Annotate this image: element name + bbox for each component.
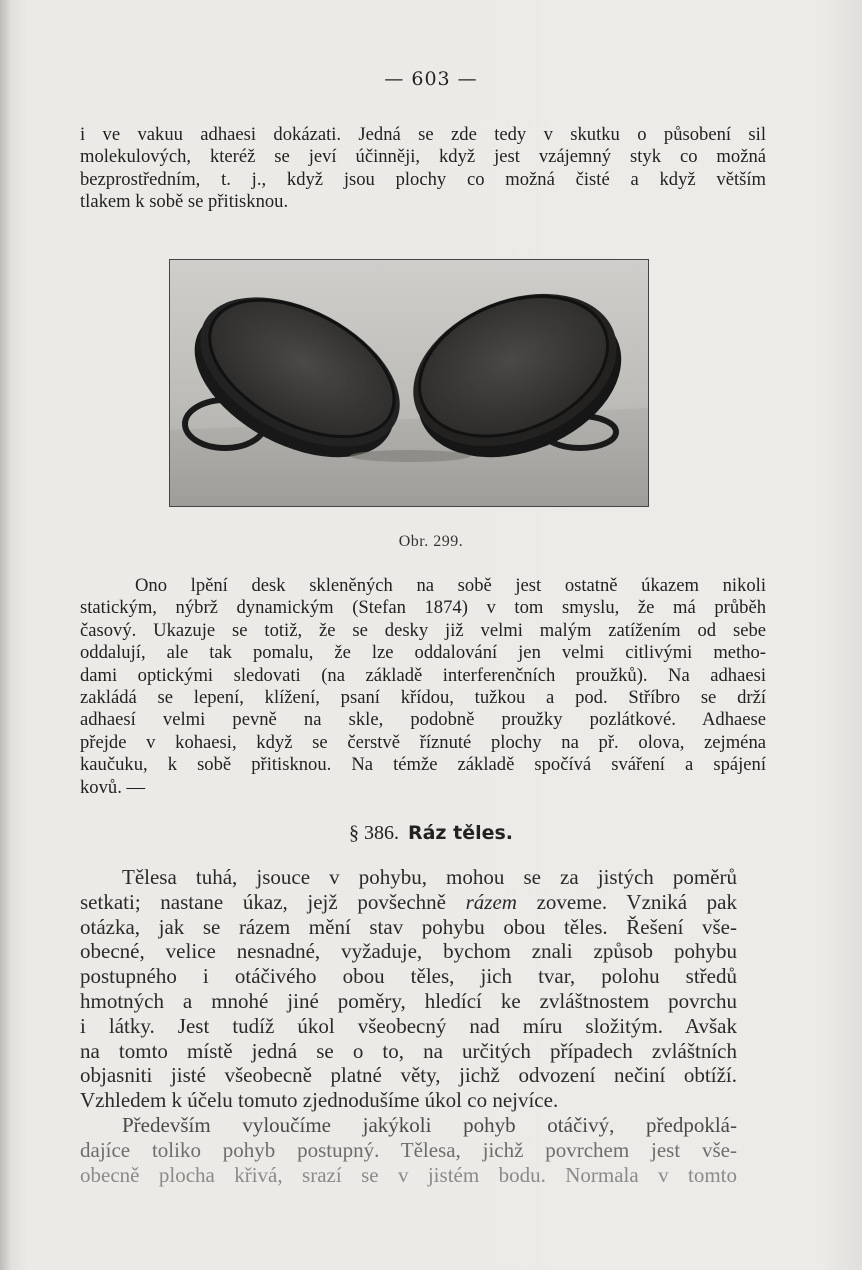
page-number: — 603 — [384, 68, 478, 90]
contact-shadow [350, 450, 470, 462]
text-line: otázka, jak se rázem mění stav pohybu obou těles. Řešení vše- [80, 914, 737, 939]
text-line: Tělesa tuhá, jsouce v pohybu, mohou se za jistých poměrů [122, 865, 737, 889]
figure-photo-adhesion-plates [169, 259, 649, 507]
text-line: bezprostředním, t. j., když jsou plochy co možná čisté a když větším [80, 168, 766, 190]
text-line: molekulových, kteréž se jeví účinněji, když jest vzájemný styk co možná [80, 146, 766, 168]
text-line: postupného i otáčivého obou těles, jich tvar, polohu středů [80, 964, 737, 989]
text-line: i látky. Jest tudíž úkol všeobecný nad míru složitým. Avšak [80, 1013, 737, 1038]
text-line: přejde v kohaesi, když se čerstvě říznuté plochy na př. olova, zejména [80, 731, 766, 753]
text-line: setkati; nastane úkaz, jejž povšechně rázem zoveme. Vzniká pak [80, 889, 737, 914]
plates-illustration [170, 260, 648, 506]
text-line: objasniti jisté všeobecně platné věty, jichž odvození nečiní obtíží. [80, 1063, 737, 1088]
text-line: na tomto místě jedná se o to, na určitých případech zvláštních [80, 1038, 737, 1063]
section-heading [0, 822, 862, 845]
text-line: statickým, nýbrž dynamickým (Stefan 1874) v tom smyslu, že má průběh [80, 597, 766, 619]
text-line: hmotných a mnohé jiné poměry, hledící ke zvláštnostem povrchu [80, 988, 737, 1013]
figure-caption: Obr. 299. [398, 533, 464, 550]
text-line: oddalují, ale tak pomalu, že lze oddalování jen velmi citlivými metho- [80, 642, 766, 664]
text-line: Vzhledem k účelu tomuto zjednodušíme úkol co nejvíce. [80, 1088, 559, 1113]
text-line: adhaesí velmi pevně na skle, podobně proužky pozlátkové. Adhaese [80, 709, 766, 731]
intro-paragraph [80, 124, 766, 214]
text-line: kaučuku, k sobě přitisknou. Na témže základě spočívá sváření a spájení [80, 754, 766, 776]
text-line: časový. Ukazuje se totiž, že se desky již velmi malým zatížením od sebe [80, 619, 766, 641]
text-line: zakládá se lepení, klížení, psaní křídou, tužkou a pod. Stříbro se drží [80, 687, 766, 709]
section-title: Ráz těles. [407, 822, 514, 844]
text-line: dami optickými sledovati (na základě interferenčních proužků). Na adhaesi [80, 664, 766, 686]
section-number: § 386. [348, 822, 399, 844]
emphasis-term: rázem [465, 889, 517, 914]
text-line: Především vyloučíme jakýkoli pohyb otáčivý, předpoklá- [122, 1112, 737, 1137]
adhesion-paragraph [80, 575, 766, 799]
text-line: tlakem k sobě se přitisknou. [80, 191, 289, 213]
text-line: obecné, velice nesnadné, vyžaduje, bychom znali způsob pohybu [80, 939, 737, 964]
page-binding-shadow [0, 0, 10, 1270]
text-line: obecně plocha křivá, srazí se v jistém bodu. Normala v tomto [80, 1162, 737, 1187]
text-line: kovů. — [80, 776, 146, 798]
impact-section-body [80, 865, 737, 1187]
text-line: Ono lpění desk skleněných na sobě jest ostatně úkazem nikoli [135, 575, 766, 596]
text-line: i ve vakuu adhaesi dokázati. Jedná se zde tedy v skutku o působení sil [80, 124, 766, 145]
text-line: dajíce toliko pohyb postupný. Tělesa, jichž povrchem jest vše- [80, 1137, 737, 1162]
